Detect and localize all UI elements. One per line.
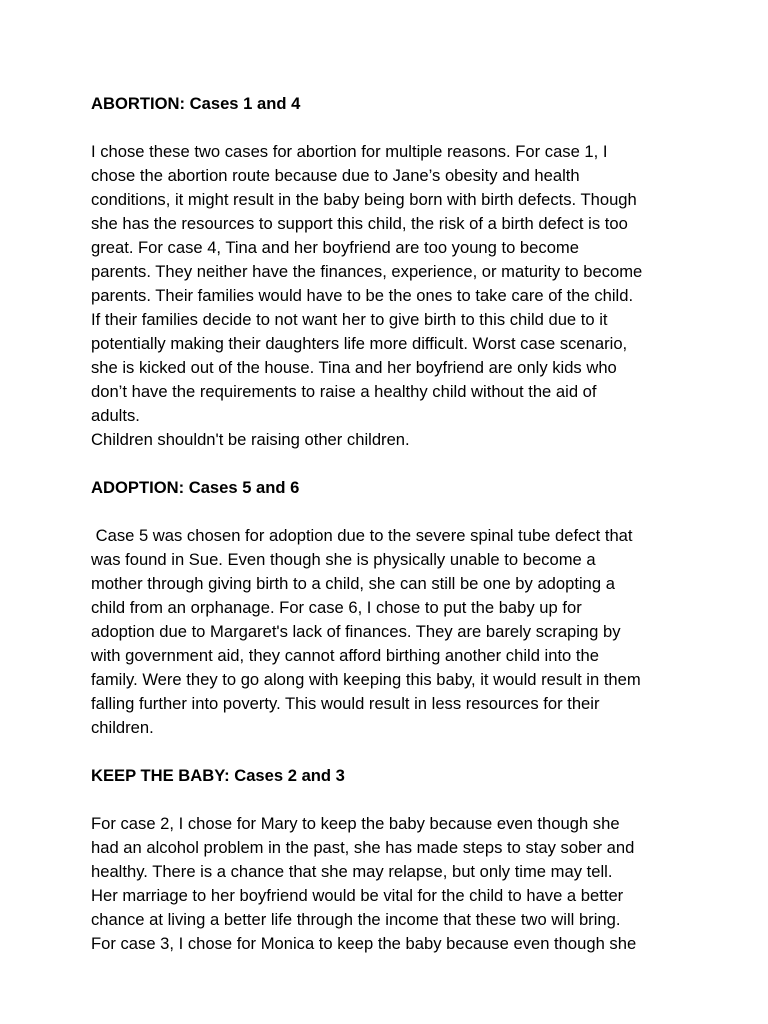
spacer [91,500,691,524]
section-heading-keep-the-baby: KEEP THE BABY: Cases 2 and 3 [91,766,345,785]
section-heading-abortion: ABORTION: Cases 1 and 4 [91,94,301,113]
section-heading-adoption: ADOPTION: Cases 5 and 6 [91,478,300,497]
spacer [91,740,691,764]
abortion-closing-line: Children shouldn't be raising other children. [91,430,410,449]
spacer [91,452,691,476]
document-page [91,92,691,956]
spacer [91,116,691,140]
keep-the-baby-paragraph: For case 2, I chose for Mary to keep the baby because even though she had an alcohol problem in the past, she has made steps to stay sober and healthy. There is a chance that she may relapse, but only time may tell. Her marriage to her boyfriend would be vital for the child to have a better chance at living a better life through the income that these two will bring. For case 3, I chose for Monica to keep the baby because even though she [91,814,637,953]
abortion-paragraph: I chose these two cases for abortion for multiple reasons. For case 1, I chose the abortion route because due to Jane’s obesity and health conditions, it might result in the baby being born with birth defects. Though she has the resources to support this child, the risk of a birth defect is too great. For case 4, Tina and her boyfriend are too young to become parents. They neither have the finances, experience, or maturity to become parents. Their families would have to be the ones to take care of the child. If their families decide to not want her to give birth to this child due to it potentially making their daughters life more difficult. Worst case scenario, she is kicked out of the house. Tina and her boyfriend are only kids who don’t have the requirements to raise a healthy child without the aid of adults. [91,142,643,425]
adoption-paragraph: Case 5 was chosen for adoption due to the severe spinal tube defect that was found in Sue. Even though she is physically unable to become a mother through giving birth to a child, she can still be one by adopting a child from an orphanage. For case 6, I chose to put the baby up for adoption due to Margaret's lack of finances. They are barely scraping by with government aid, they cannot afford birthing another child into the family. Were they to go along with keeping this baby, it would result in them falling further into poverty. This would result in less resources for their children. [91,526,641,737]
spacer [91,788,691,812]
